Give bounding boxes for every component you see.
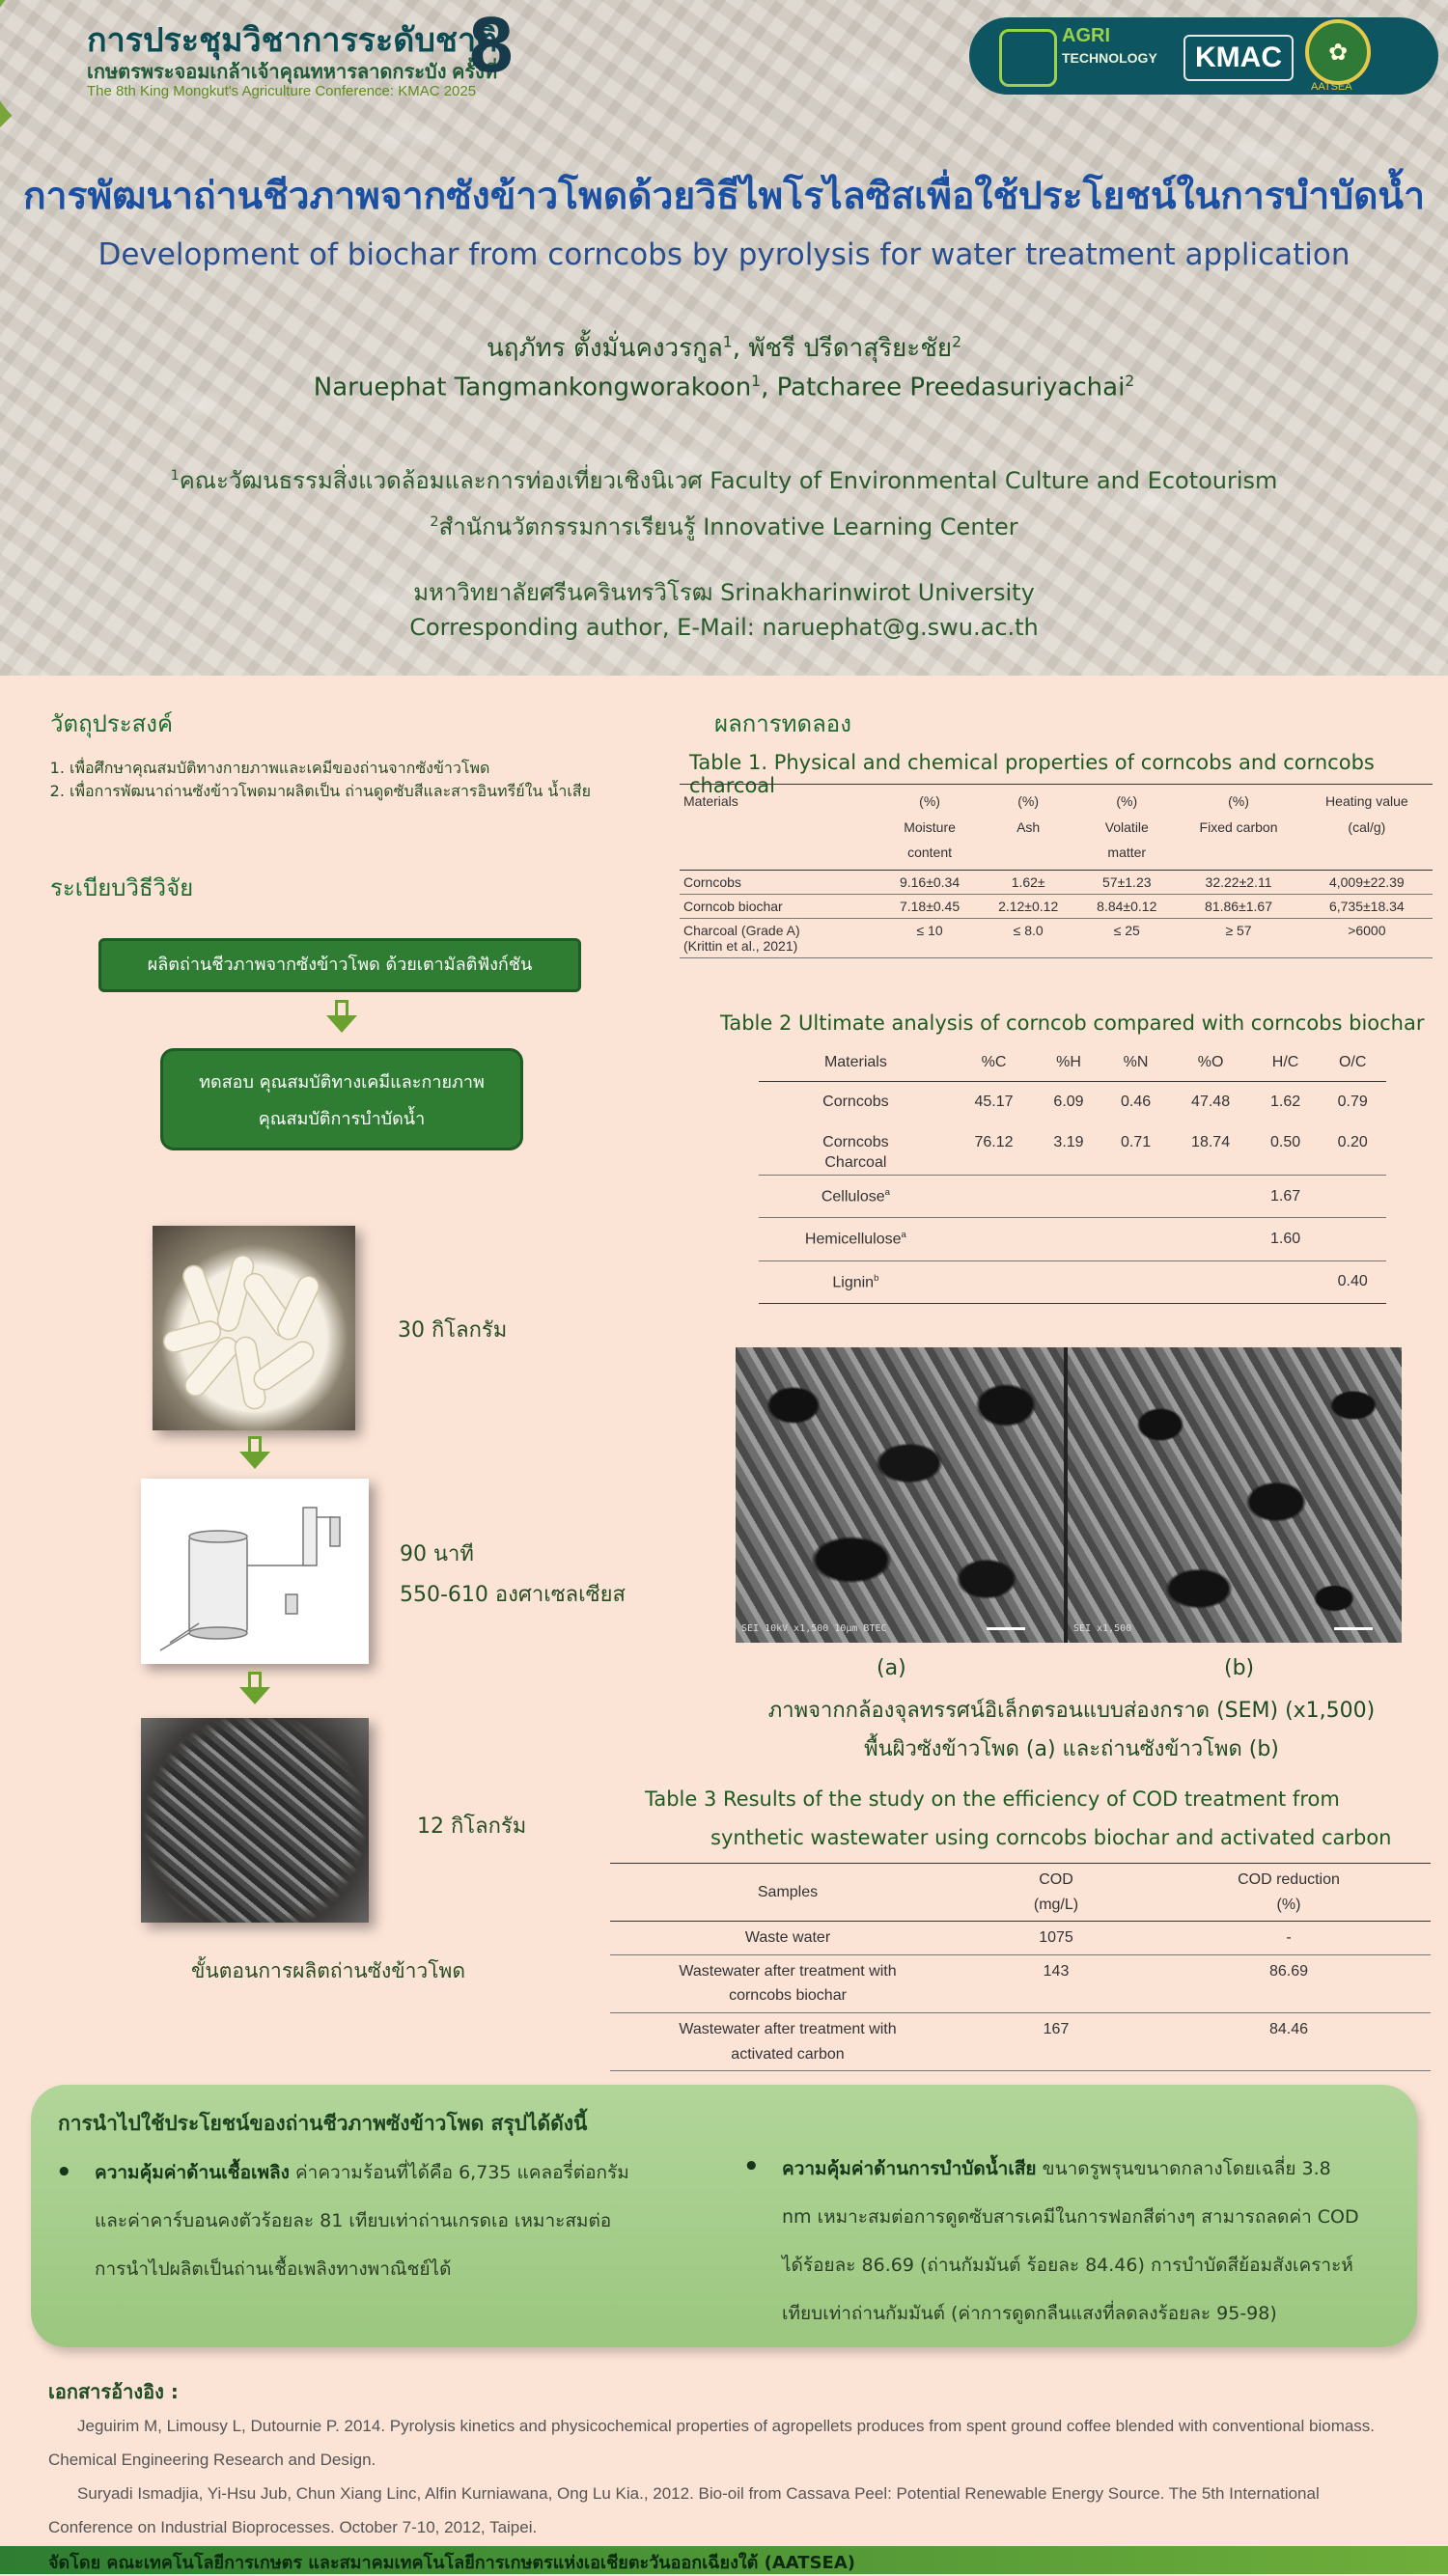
table1-header-fixed-carbon: (%) Fixed carbon — [1199, 793, 1278, 835]
logo-agri-line2: TECHNOLOGY — [1062, 50, 1157, 66]
author-1-en: Naruephat Tangmankongworakoon — [313, 373, 752, 402]
author-2-en: , Patcharee Preedasuriyachai — [761, 373, 1126, 402]
objective-item-2: 2. เพื่อการพัฒนาถ่านซังข้าวโพดมาผลิตเป็น ถ่านดูดซับสีและสารอินทรีย์ใน น้ำเสีย — [70, 780, 639, 803]
footer-text: จัดโดย คณะเทคโนโลยีการเกษตร และสมาคมเทคโนโลยีการเกษตรแห่งเอเชียตะวันออกเฉียงใต้ (AATSEA) — [48, 2553, 855, 2573]
results-heading: ผลการทดลอง — [714, 710, 851, 737]
table3-header-reduction: COD reduction (%) — [1147, 1864, 1431, 1922]
table-cell — [953, 1218, 1035, 1260]
sem-caption-line2: พื้นผิวซังข้าวโพด (a) และถ่านซังข้าวโพด (b) — [864, 1737, 1279, 1761]
flow-arrow-2-icon — [239, 1436, 270, 1471]
conclusion-water-line2: nm เหมาะสมต่อการดูดซับสารเคมีในการฟอกสีต่างๆ สามารถลดค่า COD — [782, 2206, 1359, 2228]
table-cell: 45.17 — [974, 1094, 1014, 1110]
pyrolysis-reactor-diagram — [141, 1479, 369, 1664]
pyrolysis-temp-label: 550-610 องศาเซลเซียส — [400, 1583, 626, 1607]
conference-subtitle: เกษตรพระจอมเกล้าเจ้าคุณทหารลาดกระบัง ครั้งที่ — [87, 62, 498, 83]
table-cell: 1.67 — [1270, 1187, 1301, 1205]
table-cell: Waste water — [744, 1929, 831, 1947]
table-cell: 0.79 — [1337, 1094, 1368, 1110]
affiliation-1-text: คณะวัฒนธรรมสิ่งแวดล้อมและการท่องเที่ยวเชิงนิเวศ Faculty of Environmental Culture and Ecotourism — [179, 467, 1278, 494]
table-cell: ≤ 25 — [1113, 922, 1140, 938]
author-2-en-sup: 2 — [1125, 373, 1135, 390]
corresponding-author: Corresponding author, E-Mail: naruephat@g.swu.ac.th — [409, 614, 1039, 641]
conclusion-fuel-bold: ความคุ้มค่าด้านเชื้อเพลิง — [95, 2162, 290, 2183]
conclusion-fuel-line3: การนำไปผลิตเป็นถ่านเชื้อเพลิงทางพาณิชย์ได้ — [95, 2258, 452, 2280]
table2 — [759, 1044, 1386, 1304]
conclusion-water-bold: ความคุ้มค่าด้านการบำบัดน้ำเสีย — [782, 2158, 1037, 2179]
authors-thai — [0, 328, 1448, 368]
table1-caption: Table 1. Physical and chemical properties of corncobs and corncobs charcoal — [689, 751, 1375, 797]
table2-caption: Table 2 Ultimate analysis of corncob compared with corncobs biochar — [720, 1011, 1425, 1035]
table1-header-moisture: (%) Moisture content — [904, 793, 956, 861]
affiliation-2-sup: 2 — [430, 514, 439, 530]
table-row — [759, 1151, 1386, 1176]
conclusion-water-line4: เทียบเท่าถ่านกัมมันต์ (ค่าการดูดกลืนแสงที่ลดลงร้อยละ 95-98) — [782, 2303, 1277, 2324]
affiliation-1-sup: 1 — [170, 468, 180, 484]
table-row — [610, 2012, 1431, 2070]
table3-caption-line1: Table 3 Results of the study on the efficiency of COD treatment from — [645, 1787, 1340, 1811]
bullet-icon: • — [743, 2152, 760, 2181]
table1-header-row — [680, 785, 1433, 871]
table-row — [759, 1082, 1386, 1123]
sem-images — [736, 1347, 1402, 1643]
table-cell: ≤ 8.0 — [1013, 922, 1044, 938]
raw-weight-label: 30 กิโลกรัม — [398, 1318, 508, 1343]
table-cell: 57±1.23 — [1102, 873, 1152, 890]
table-cell — [1035, 1176, 1102, 1218]
table-cell: 1075 — [1039, 1929, 1073, 1947]
references-heading: เอกสารอ้างอิง : — [48, 2380, 179, 2403]
table-cell: 1.60 — [1270, 1230, 1301, 1247]
sem-meta-b: SEI x1,500 — [1073, 1623, 1132, 1634]
title-english: Development of biochar from corncobs by pyrolysis for water treatment application — [97, 237, 1351, 272]
table-cell: 167 — [1043, 2020, 1070, 2037]
table2-header-row — [759, 1044, 1386, 1082]
objectives-heading: วัตถุประสงค์ — [50, 710, 174, 737]
table-cell — [1169, 1176, 1251, 1218]
table-cell: 7.18±0.45 — [899, 898, 961, 914]
table-cell: 8.84±0.12 — [1097, 898, 1157, 914]
table-cell: 84.46 — [1268, 2020, 1309, 2037]
table2-header-o: %O — [1169, 1044, 1251, 1082]
flow-box-production: ผลิตถ่านชีวภาพจากซังข้าวโพด ด้วยเตามัลติฟังก์ชัน — [98, 938, 581, 992]
table-cell — [1319, 1218, 1386, 1260]
table-cell: Cellulose$^a$ — [821, 1187, 890, 1205]
table-cell: 2.12±0.12 — [998, 898, 1059, 914]
table-cell: ≤ 10 — [916, 922, 943, 938]
table1-header-volatile: (%) Volatile matter — [1104, 793, 1149, 861]
flow-arrow-3-icon — [239, 1672, 270, 1706]
table-cell — [953, 1176, 1035, 1218]
flow-arrow-1-icon — [326, 1000, 357, 1035]
table-row — [680, 894, 1433, 918]
authors-english — [0, 373, 1448, 402]
flow-box-testing — [160, 1048, 523, 1150]
table-cell: Corncobs — [683, 873, 741, 890]
table2-header-oc: O/C — [1319, 1044, 1386, 1082]
table-cell: 32.22±2.11 — [1205, 873, 1272, 890]
flow-box-testing-line2: คุณสมบัติการบำบัดน้ำ — [258, 1109, 426, 1129]
author-1-en-sup: 1 — [751, 373, 762, 390]
table2-header-materials: Materials — [759, 1044, 953, 1082]
table-row — [759, 1260, 1386, 1303]
affiliation-1 — [0, 461, 1448, 499]
agri-technology-logo-icon — [999, 29, 1057, 87]
table3-header-samples: Samples — [610, 1864, 965, 1922]
aatsea-logo-icon: ✿ — [1305, 19, 1371, 85]
table-cell: 9.16±0.34 — [899, 873, 961, 890]
table-cell — [1252, 1260, 1320, 1303]
table-cell: 0.20 — [1337, 1134, 1368, 1150]
table-cell: 0.50 — [1270, 1134, 1301, 1150]
table-cell — [1102, 1260, 1170, 1303]
sem-label-b: (b) — [1224, 1656, 1255, 1680]
author-1-th: นฤภัทร ตั้งมั่นคงวรกูล — [486, 334, 723, 363]
table-cell: 6.09 — [1053, 1094, 1084, 1110]
author-2-th-sup: 2 — [952, 333, 962, 351]
table2-header-c: %C — [953, 1044, 1035, 1082]
table3 — [610, 1863, 1431, 2071]
table2-header-n: %N — [1102, 1044, 1170, 1082]
table-cell: Hemicellulose$^a$ — [804, 1230, 906, 1248]
table-cell — [1169, 1260, 1251, 1303]
table-cell: - — [1286, 1929, 1292, 1947]
title-thai: การพัฒนาถ่านชีวภาพจากซังข้าวโพดด้วยวิธีไพโรไลซิสเพื่อใช้ประโยชน์ในการบำบัดน้ำ — [23, 175, 1425, 218]
table-cell: 143 — [1043, 1962, 1070, 1980]
table-cell: 0.40 — [1319, 1260, 1386, 1303]
objective-item-1: 1. เพื่อศึกษาคุณสมบัติทางกายภาพและเคมีของถ่านจากซังข้าวโพด — [70, 757, 639, 780]
table-row — [680, 918, 1433, 957]
table-cell: Charcoal (Grade A) (Krittin et al., 2021) — [683, 922, 800, 954]
reactor-illustration — [141, 1479, 369, 1664]
table-cell: 4,009±22.39 — [1328, 873, 1405, 890]
table-cell — [953, 1260, 1035, 1303]
table-cell: 6,735±18.34 — [1328, 898, 1405, 914]
sem-scalebar-a — [987, 1627, 1025, 1630]
corncobs-photo — [153, 1226, 355, 1430]
reference-2: Suryadi Ismadjia, Yi-Hsu Jub, Chun Xiang Linc, Alfin Kurniawana, Ong Lu Kia., 2012. Bio-oil from Cassava Peel: Potential Renewable Energy Source. The 5th International Conference on Industrial Bioprocesses. October 7-10, 2012, Taipei. — [48, 2484, 1320, 2536]
table-row — [610, 1922, 1431, 1955]
pyrolysis-time-label: 90 นาที — [400, 1542, 474, 1566]
table-row — [680, 870, 1433, 894]
table-cell: Corncobs — [822, 1134, 889, 1150]
conference-number: 8 — [469, 1, 514, 89]
sem-meta-a: SEI 10kV x1,500 10μm BTEC — [741, 1623, 887, 1634]
table-cell — [1169, 1218, 1251, 1260]
author-1-th-sup: 1 — [722, 333, 733, 351]
conclusion-water-line3: ได้ร้อยละ 86.69 (ถ่านกัมมันต์ ร้อยละ 84.46) การบำบัดสีย้อมสังเคราะห์ — [782, 2255, 1353, 2276]
table3-header-cod: COD (mg/L) — [965, 1864, 1147, 1922]
flow-box-testing-line1: ทดสอบ คุณสมบัติทางเคมีและกายภาพ — [199, 1072, 485, 1093]
logo-agri-line1: AGRI — [1062, 25, 1110, 46]
production-caption: ขั้นตอนการผลิตถ่านซังข้าวโพด — [191, 1959, 465, 1982]
sem-caption-line1: ภาพจากกล้องจุลทรรศน์อิเล็กตรอนแบบส่องกราด (SEM) (x1,500) — [767, 1699, 1376, 1723]
table-cell: Lignin$^b$ — [759, 1260, 953, 1303]
table1-header-ash: (%) Ash — [1016, 793, 1041, 835]
conclusion-title: การนำไปใช้ประโยชน์ของถ่านชีวภาพซังข้าวโพด สรุปได้ดังนี้ — [58, 2112, 588, 2135]
table-cell: Corncobs — [822, 1094, 889, 1110]
table-cell — [1102, 1176, 1170, 1218]
sem-label-a: (a) — [877, 1656, 906, 1680]
table3-caption-line2: synthetic wastewater using corncobs biochar and activated carbon — [710, 1826, 1392, 1849]
table2-header-hc: H/C — [1252, 1044, 1320, 1082]
table-cell: Charcoal — [824, 1154, 887, 1171]
affiliation-2-text: สำนักนวัตกรรมการเรียนรู้ Innovative Learning Center — [438, 513, 1018, 540]
sem-scalebar-b — [1334, 1627, 1373, 1630]
biochar-photo — [141, 1718, 369, 1923]
conclusion-fuel-line1: ค่าความร้อนที่ได้คือ 6,735 แคลอรี่ต่อกรัม — [289, 2162, 629, 2183]
table1 — [680, 784, 1433, 958]
table-cell: 86.69 — [1268, 1962, 1309, 1980]
table-row — [759, 1176, 1386, 1218]
conference-english: The 8th King Mongkut's Agriculture Conference: KMAC 2025 — [87, 83, 477, 99]
table-cell: >6000 — [1348, 922, 1386, 938]
conclusion-water — [782, 2145, 1409, 2338]
table-cell: 76.12 — [974, 1134, 1014, 1150]
table-cell — [953, 1151, 1386, 1176]
table1-header-heating-value: Heating value (cal/g) — [1325, 793, 1408, 835]
author-2-th: , พัชรี ปรีดาสุริยะชัย — [732, 334, 953, 363]
table-cell — [1035, 1260, 1102, 1303]
table2-header-h: %H — [1035, 1044, 1102, 1082]
table3-header-row — [610, 1864, 1431, 1922]
table-cell: 0.46 — [1121, 1094, 1152, 1110]
table-cell: Wastewater after treatment with activated carbon — [679, 2020, 897, 2063]
table-cell: 18.74 — [1191, 1134, 1231, 1150]
biochar-weight-label: 12 กิโลกรัม — [417, 1814, 527, 1839]
conclusion-fuel — [95, 2148, 693, 2293]
table-row — [610, 1954, 1431, 2012]
table1-header-materials: Materials — [683, 793, 738, 809]
bullet-icon: • — [56, 2158, 72, 2187]
header-banner — [0, 0, 1448, 676]
table-cell — [1102, 1218, 1170, 1260]
table-cell: Wastewater after treatment with corncobs biochar — [679, 1962, 897, 2005]
table-cell: 1.62 — [1270, 1094, 1301, 1110]
table-row — [759, 1122, 1386, 1151]
objectives-list — [48, 757, 639, 803]
table-cell: 1.62± — [1011, 873, 1045, 890]
conclusion-fuel-line2: และค่าคาร์บอนคงตัวร้อยละ 81 เทียบเท่าถ่านเกรดเอ เหมาะสมต่อ — [95, 2210, 612, 2231]
methods-heading: ระเบียบวิธีวิจัย — [50, 874, 194, 901]
university: มหาวิทยาลัยศรีนครินทรวิโรฒ Srinakharinwirot University — [413, 579, 1035, 606]
table-cell: 3.19 — [1053, 1134, 1084, 1150]
table-row — [759, 1218, 1386, 1260]
aatsea-logo-text: AATSEA — [1311, 81, 1352, 93]
table-cell: Corncob biochar — [683, 898, 783, 914]
table-cell — [1035, 1218, 1102, 1260]
kmac-logo: KMAC — [1183, 35, 1294, 81]
table-cell: 81.86±1.67 — [1205, 898, 1272, 914]
corncobs-illustration — [153, 1226, 355, 1430]
conclusion-water-line1: ขนาดรูพรุนขนาดกลางโดยเฉลี่ย 3.8 — [1036, 2158, 1331, 2179]
table-cell: ≥ 57 — [1225, 922, 1252, 938]
table-cell: 0.71 — [1121, 1134, 1152, 1150]
reference-1: Jeguirim M, Limousy L, Dutournie P. 2014. Pyrolysis kinetics and physicochemical properties of agropellets produces from spent ground coffee blended with conventional biomass. Chemical Engineering Research and Design. — [48, 2417, 1376, 2469]
table-cell: 47.48 — [1191, 1094, 1231, 1110]
table-cell — [1319, 1176, 1386, 1218]
conference-title: การประชุมวิชาการระดับชาติ — [87, 22, 498, 59]
sem-divider — [1064, 1347, 1068, 1643]
affiliation-2 — [0, 508, 1448, 545]
